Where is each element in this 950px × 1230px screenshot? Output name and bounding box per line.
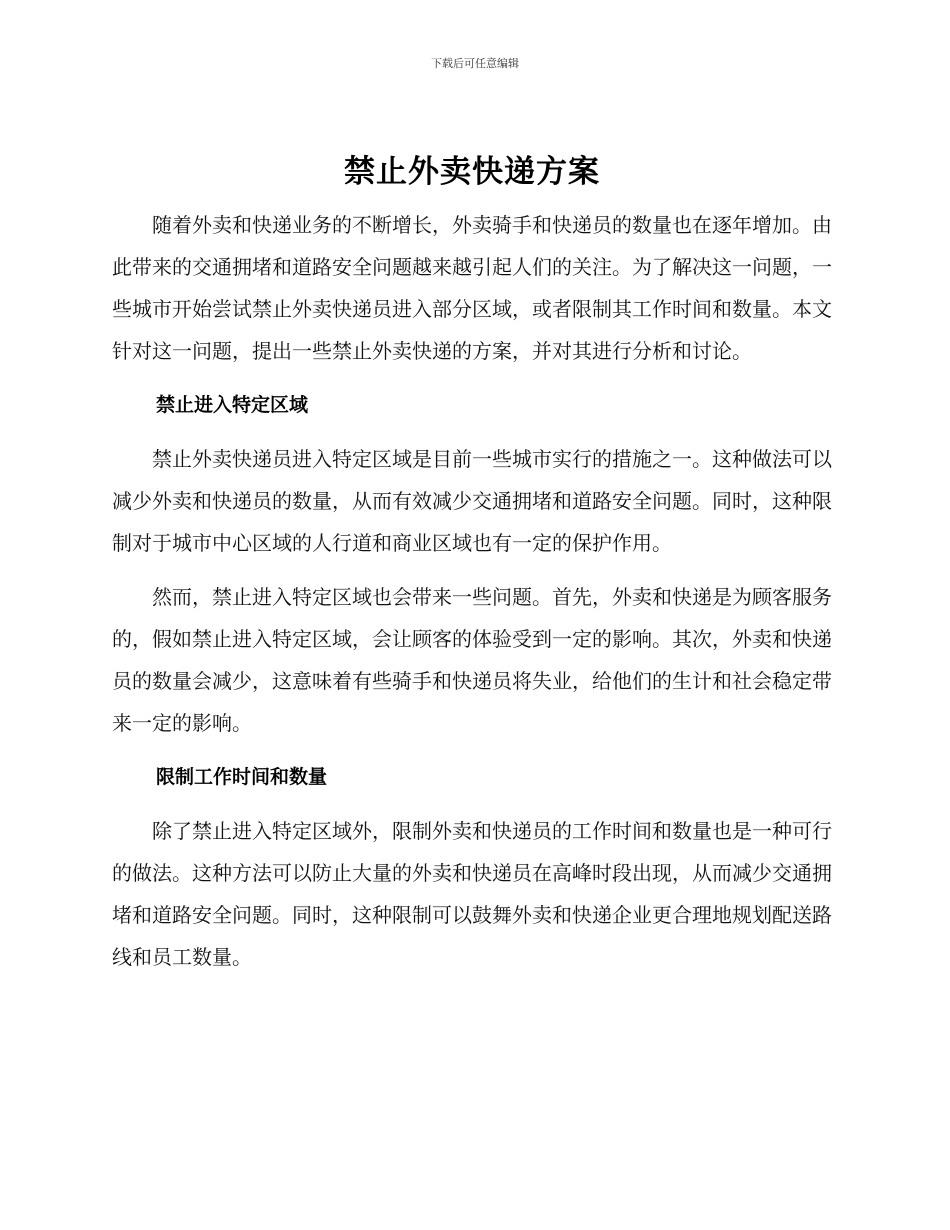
header-note: 下载后可任意编辑	[431, 57, 519, 70]
section1-paragraph-2: 然而，禁止进入特定区域也会带来一些问题。首先，外卖和快递是为顾客服务的，假如禁止进入特定区域，会让顾客的体验受到一定的影响。其次，外卖和快递员的数量会减少，这意味着有些骑手和快递员将失业，给他们的生计和社会稳定带来一定的影响。	[112, 585, 832, 735]
document-title: 禁止外卖快递方案	[344, 154, 600, 190]
document-body	[112, 146, 832, 978]
section1-paragraph-1: 禁止外卖快递员进入特定区域是目前一些城市实行的措施之一。这种做法可以减少外卖和快递员的数量，从而有效减少交通拥堵和道路安全问题。同时，这种限制对于城市中心区域的人行道和商业区域也有一定的保护作用。	[112, 447, 832, 555]
section-heading-restricted-areas: 禁止进入特定区域	[156, 394, 309, 416]
section-heading-limit-hours: 限制工作时间和数量	[156, 766, 328, 788]
intro-paragraph: 随着外卖和快递业务的不断增长，外卖骑手和快递员的数量也在逐年增加。由此带来的交通拥堵和道路安全问题越来越引起人们的关注。为了解决这一问题，一些城市开始尝试禁止外卖快递员进入部分区域，或者限制其工作时间和数量。本文针对这一问题，提出一些禁止外卖快递的方案，并对其进行分析和讨论。	[112, 213, 832, 363]
section2-paragraph-1: 除了禁止进入特定区域外，限制外卖和快递员的工作时间和数量也是一种可行的做法。这种方法可以防止大量的外卖和快递员在高峰时段出现，从而减少交通拥堵和道路安全问题。同时，这种限制可以鼓舞外卖和快递企业更合理地规划配送路线和员工数量。	[112, 819, 832, 969]
